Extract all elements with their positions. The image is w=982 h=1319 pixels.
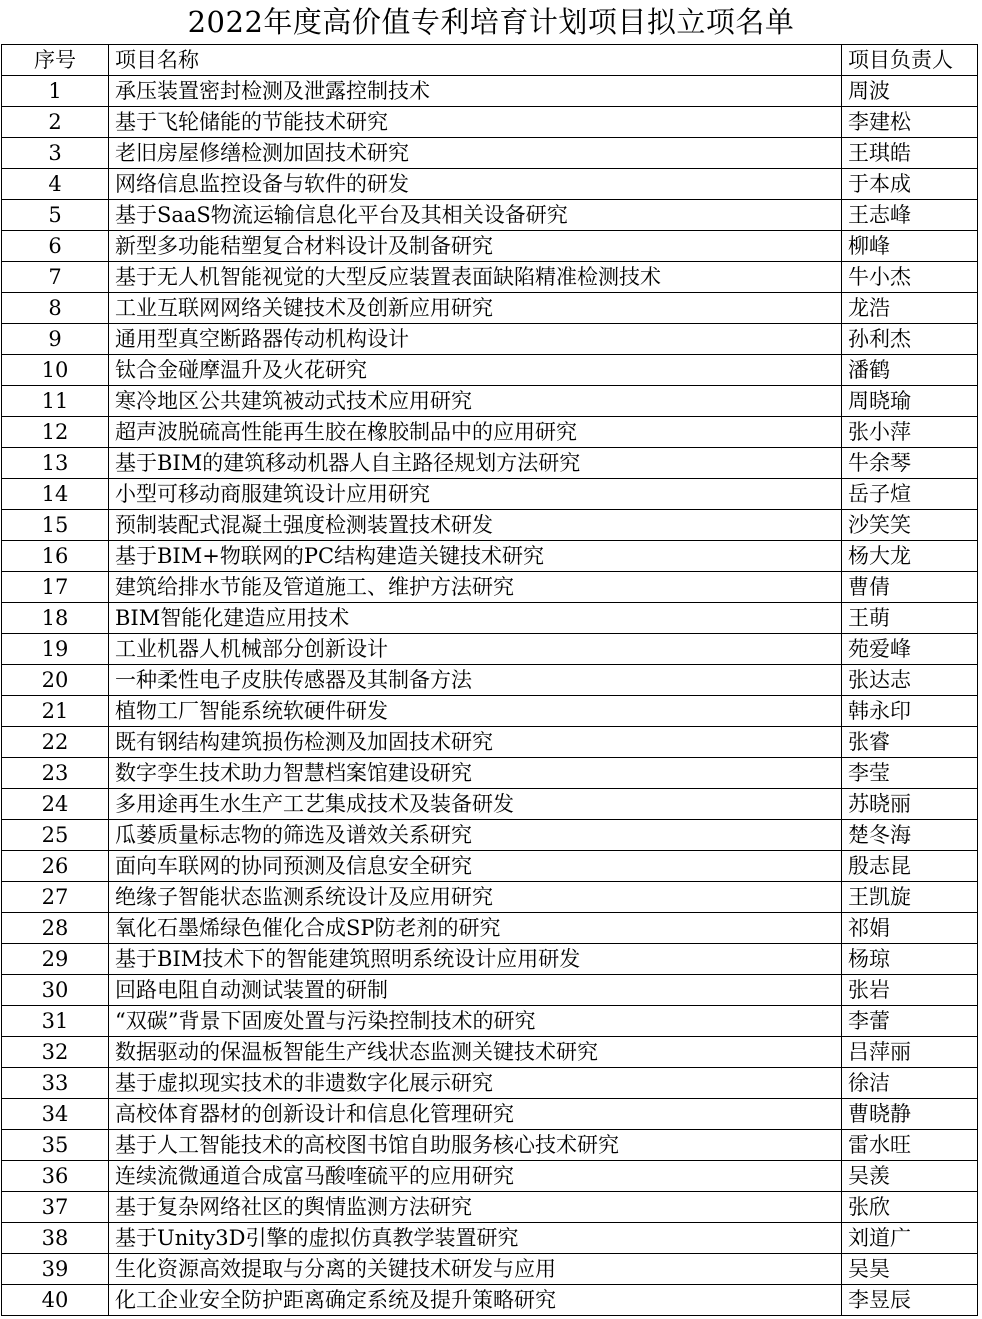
table-row (2, 293, 978, 324)
row-number: 24 (2, 789, 109, 820)
row-number: 26 (2, 851, 109, 882)
table-row (2, 541, 978, 572)
table-row (2, 913, 978, 944)
row-number: 5 (2, 200, 109, 231)
project-owner: 吴羡 (842, 1161, 978, 1192)
project-name: 连续流微通道合成富马酸喹硫平的应用研究 (109, 1161, 842, 1192)
page-title: 2022年度高价值专利培育计划项目拟立项名单 (187, 5, 795, 39)
project-owner: 殷志昆 (842, 851, 978, 882)
project-owner: 于本成 (842, 169, 978, 200)
row-number: 23 (2, 758, 109, 789)
project-owner: 柳峰 (842, 231, 978, 262)
table-row (2, 138, 978, 169)
project-name: BIM智能化建造应用技术 (109, 603, 842, 634)
row-number: 32 (2, 1037, 109, 1068)
row-number: 9 (2, 324, 109, 355)
table-row (2, 758, 978, 789)
table-row (2, 200, 978, 231)
project-table (1, 44, 978, 1316)
row-number: 36 (2, 1161, 109, 1192)
table-row (2, 355, 978, 386)
project-name: 绝缘子智能状态监测系统设计及应用研究 (109, 882, 842, 913)
table-row (2, 510, 978, 541)
table-row (2, 448, 978, 479)
project-owner: 李蕾 (842, 1006, 978, 1037)
project-owner: 雷水旺 (842, 1130, 978, 1161)
table-row (2, 603, 978, 634)
project-name: 基于SaaS物流运输信息化平台及其相关设备研究 (109, 200, 842, 231)
table-row (2, 1006, 978, 1037)
project-name: 寒冷地区公共建筑被动式技术应用研究 (109, 386, 842, 417)
project-owner: 张小萍 (842, 417, 978, 448)
table-row (2, 789, 978, 820)
project-name: 化工企业安全防护距离确定系统及提升策略研究 (109, 1285, 842, 1316)
row-number: 15 (2, 510, 109, 541)
table-row (2, 76, 978, 107)
project-owner: 徐洁 (842, 1068, 978, 1099)
row-number: 3 (2, 138, 109, 169)
row-number: 31 (2, 1006, 109, 1037)
project-owner: 王凯旋 (842, 882, 978, 913)
project-name: 一种柔性电子皮肤传感器及其制备方法 (109, 665, 842, 696)
row-number: 14 (2, 479, 109, 510)
project-name: 基于无人机智能视觉的大型反应装置表面缺陷精准检测技术 (109, 262, 842, 293)
project-name: 氧化石墨烯绿色催化合成SP防老剂的研究 (109, 913, 842, 944)
table-row (2, 1223, 978, 1254)
project-owner: 楚冬海 (842, 820, 978, 851)
column-header-name: 项目名称 (109, 45, 842, 76)
project-owner: 刘道广 (842, 1223, 978, 1254)
project-name: 通用型真空断路器传动机构设计 (109, 324, 842, 355)
project-owner: 韩永印 (842, 696, 978, 727)
table-row (2, 1037, 978, 1068)
table-row (2, 1130, 978, 1161)
project-name: 工业机器人机械部分创新设计 (109, 634, 842, 665)
project-name: 基于飞轮储能的节能技术研究 (109, 107, 842, 138)
project-owner: 苑爱峰 (842, 634, 978, 665)
project-name: 小型可移动商服建筑设计应用研究 (109, 479, 842, 510)
row-number: 12 (2, 417, 109, 448)
project-name: 回路电阻自动测试装置的研制 (109, 975, 842, 1006)
table-row (2, 572, 978, 603)
project-name: 数据驱动的保温板智能生产线状态监测关键技术研究 (109, 1037, 842, 1068)
project-owner: 苏晓丽 (842, 789, 978, 820)
project-name: “双碳”背景下固废处置与污染控制技术的研究 (109, 1006, 842, 1037)
row-number: 28 (2, 913, 109, 944)
project-owner: 王志峰 (842, 200, 978, 231)
table-row (2, 386, 978, 417)
project-name: 超声波脱硫高性能再生胶在橡胶制品中的应用研究 (109, 417, 842, 448)
project-name: 数字孪生技术助力智慧档案馆建设研究 (109, 758, 842, 789)
table-row (2, 1254, 978, 1285)
row-number: 8 (2, 293, 109, 324)
table-row (2, 1192, 978, 1223)
project-owner: 祁娟 (842, 913, 978, 944)
table-row (2, 727, 978, 758)
project-owner: 周晓瑜 (842, 386, 978, 417)
table-row (2, 665, 978, 696)
project-owner: 曹倩 (842, 572, 978, 603)
table-row (2, 944, 978, 975)
project-owner: 王萌 (842, 603, 978, 634)
row-number: 34 (2, 1099, 109, 1130)
table-body (2, 76, 978, 1316)
project-owner: 岳子煊 (842, 479, 978, 510)
project-name: 面向车联网的协同预测及信息安全研究 (109, 851, 842, 882)
row-number: 22 (2, 727, 109, 758)
table-row (2, 1099, 978, 1130)
row-number: 18 (2, 603, 109, 634)
table-row (2, 1285, 978, 1316)
row-number: 27 (2, 882, 109, 913)
project-name: 基于Unity3D引擎的虚拟仿真教学装置研究 (109, 1223, 842, 1254)
project-name: 基于BIM技术下的智能建筑照明系统设计应用研发 (109, 944, 842, 975)
table-row (2, 820, 978, 851)
project-name: 网络信息监控设备与软件的研发 (109, 169, 842, 200)
project-name: 基于虚拟现实技术的非遗数字化展示研究 (109, 1068, 842, 1099)
project-name: 瓜蒌质量标志物的筛选及谱效关系研究 (109, 820, 842, 851)
row-number: 7 (2, 262, 109, 293)
project-owner: 张睿 (842, 727, 978, 758)
row-number: 25 (2, 820, 109, 851)
project-owner: 潘鹤 (842, 355, 978, 386)
project-owner: 龙浩 (842, 293, 978, 324)
row-number: 1 (2, 76, 109, 107)
project-name: 钛合金碰摩温升及火花研究 (109, 355, 842, 386)
column-header-owner: 项目负责人 (842, 45, 978, 76)
row-number: 30 (2, 975, 109, 1006)
project-owner: 孙利杰 (842, 324, 978, 355)
row-number: 29 (2, 944, 109, 975)
table-row (2, 882, 978, 913)
project-name: 预制装配式混凝土强度检测装置技术研发 (109, 510, 842, 541)
row-number: 35 (2, 1130, 109, 1161)
row-number: 13 (2, 448, 109, 479)
project-name: 高校体育器材的创新设计和信息化管理研究 (109, 1099, 842, 1130)
project-name: 老旧房屋修缮检测加固技术研究 (109, 138, 842, 169)
project-owner: 王琪皓 (842, 138, 978, 169)
row-number: 17 (2, 572, 109, 603)
row-number: 40 (2, 1285, 109, 1316)
project-owner: 曹晓静 (842, 1099, 978, 1130)
row-number: 21 (2, 696, 109, 727)
project-owner: 杨大龙 (842, 541, 978, 572)
table-row (2, 231, 978, 262)
project-owner: 周波 (842, 76, 978, 107)
project-owner: 吴昊 (842, 1254, 978, 1285)
table-header-row (2, 45, 978, 76)
project-name: 基于BIM+物联网的PC结构建造关键技术研究 (109, 541, 842, 572)
table-row (2, 262, 978, 293)
row-number: 38 (2, 1223, 109, 1254)
project-name: 新型多功能秸塑复合材料设计及制备研究 (109, 231, 842, 262)
project-name: 多用途再生水生产工艺集成技术及装备研发 (109, 789, 842, 820)
table-row (2, 696, 978, 727)
project-name: 基于BIM的建筑移动机器人自主路径规划方法研究 (109, 448, 842, 479)
table-row (2, 851, 978, 882)
project-name: 基于人工智能技术的高校图书馆自助服务核心技术研究 (109, 1130, 842, 1161)
row-number: 19 (2, 634, 109, 665)
row-number: 37 (2, 1192, 109, 1223)
table-row (2, 1161, 978, 1192)
table-row (2, 1068, 978, 1099)
column-header-no: 序号 (2, 45, 109, 76)
project-owner: 李昱辰 (842, 1285, 978, 1316)
project-owner: 牛余琴 (842, 448, 978, 479)
table-row (2, 169, 978, 200)
project-name: 基于复杂网络社区的舆情监测方法研究 (109, 1192, 842, 1223)
table-row (2, 324, 978, 355)
project-owner: 李莹 (842, 758, 978, 789)
project-owner: 杨琼 (842, 944, 978, 975)
project-owner: 张岩 (842, 975, 978, 1006)
table-row (2, 634, 978, 665)
row-number: 39 (2, 1254, 109, 1285)
project-name: 承压装置密封检测及泄露控制技术 (109, 76, 842, 107)
project-name: 既有钢结构建筑损伤检测及加固技术研究 (109, 727, 842, 758)
project-owner: 牛小杰 (842, 262, 978, 293)
project-name: 生化资源高效提取与分离的关键技术研发与应用 (109, 1254, 842, 1285)
project-name: 工业互联网网络关键技术及创新应用研究 (109, 293, 842, 324)
project-owner: 张达志 (842, 665, 978, 696)
project-name: 植物工厂智能系统软硬件研发 (109, 696, 842, 727)
project-owner: 吕萍丽 (842, 1037, 978, 1068)
table-row (2, 107, 978, 138)
row-number: 16 (2, 541, 109, 572)
row-number: 6 (2, 231, 109, 262)
row-number: 11 (2, 386, 109, 417)
table-row (2, 417, 978, 448)
row-number: 20 (2, 665, 109, 696)
table-row (2, 975, 978, 1006)
project-owner: 张欣 (842, 1192, 978, 1223)
table-row (2, 479, 978, 510)
row-number: 4 (2, 169, 109, 200)
row-number: 33 (2, 1068, 109, 1099)
project-owner: 李建松 (842, 107, 978, 138)
row-number: 10 (2, 355, 109, 386)
project-owner: 沙笑笑 (842, 510, 978, 541)
row-number: 2 (2, 107, 109, 138)
project-name: 建筑给排水节能及管道施工、维护方法研究 (109, 572, 842, 603)
